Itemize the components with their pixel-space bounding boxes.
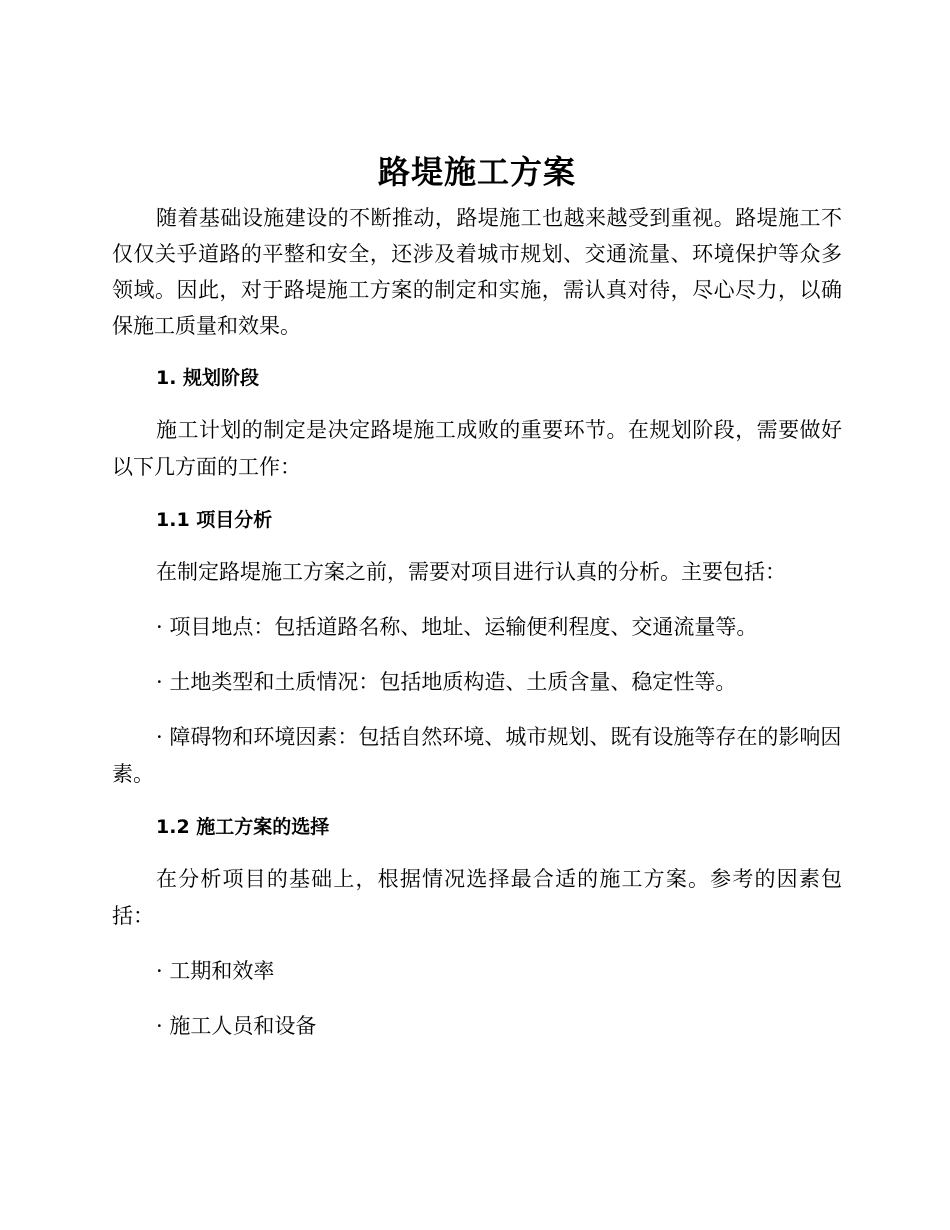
section-1-2-paragraph: 在分析项目的基础上，根据情况选择最合适的施工方案。参考的因素包括： — [112, 867, 842, 928]
list-item: · 障碍物和环境因素：包括自然环境、城市规划、既有设施等存在的影响因素。 — [112, 725, 842, 786]
section-1-2-heading: 1.2 施工方案的选择 — [156, 816, 330, 838]
section-1-heading: 1. 规划阶段 — [156, 367, 260, 389]
section-1-1-paragraph: 在制定路堤施工方案之前，需要对项目进行认真的分析。主要包括： — [156, 560, 786, 584]
list-item: · 施工人员和设备 — [156, 1014, 317, 1038]
list-item: · 工期和效率 — [156, 959, 275, 983]
list-item: · 土地类型和土质情况：包括地质构造、土质含量、稳定性等。 — [156, 670, 737, 694]
section-1-paragraph: 施工计划的制定是决定路堤施工成败的重要环节。在规划阶段，需要做好以下几方面的工作： — [112, 418, 842, 479]
section-1-1-heading: 1.1 项目分析 — [156, 509, 273, 531]
intro-paragraph: 随着基础设施建设的不断推动，路堤施工也越来越受到重视。路堤施工不仅仅关乎道路的平整和安全，还涉及着城市规划、交通流量、环境保护等众多领域。因此，对于路堤施工方案的制定和实施，需认真对待，尽心尽力，以确保施工质量和效果。 — [112, 206, 842, 338]
document-page — [112, 150, 842, 1063]
list-item: · 项目地点：包括道路名称、地址、运输便利程度、交通流量等。 — [156, 615, 758, 639]
document-title: 路堤施工方案 — [377, 153, 576, 191]
